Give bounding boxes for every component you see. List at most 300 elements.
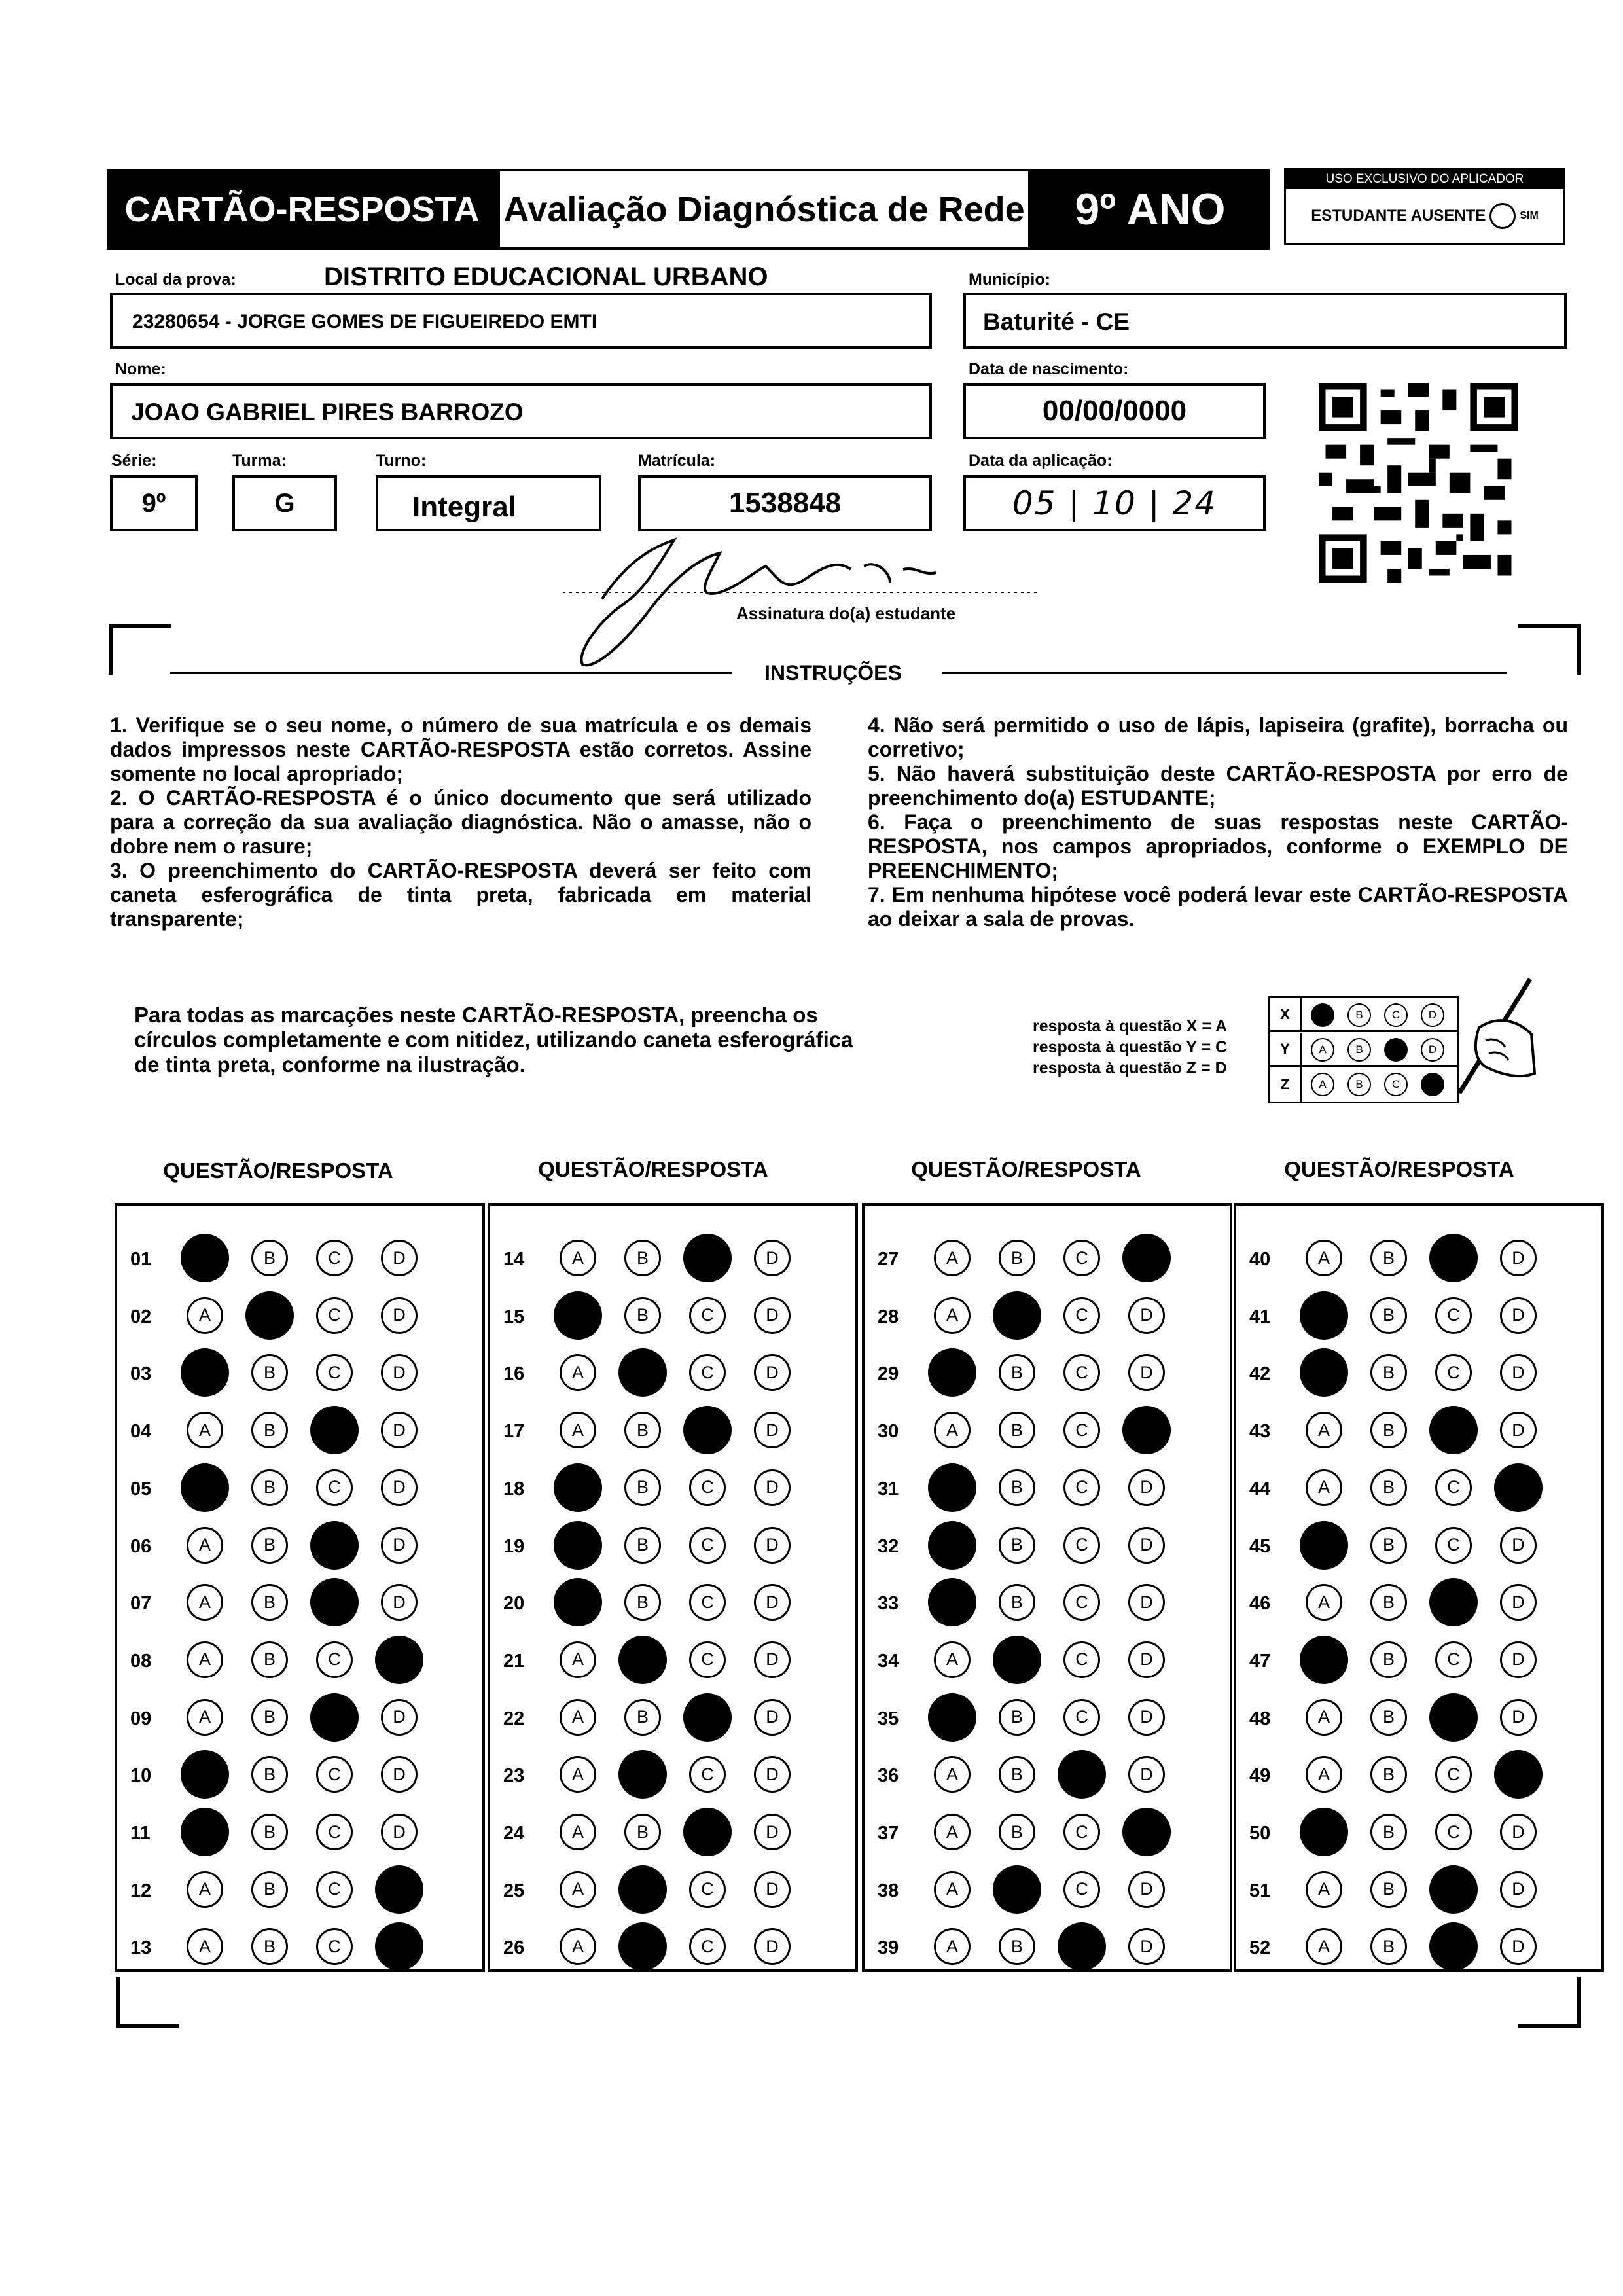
answer-bubble-b[interactable]: B: [999, 1928, 1035, 1965]
answer-row: [490, 1814, 855, 1853]
answer-bubble-a[interactable]: A: [560, 1641, 596, 1678]
answer-bubble-d[interactable]: D: [754, 1584, 791, 1621]
question-number: 20: [503, 1593, 525, 1615]
answer-bubble-a[interactable]: A: [1306, 1871, 1342, 1908]
answer-bubble-a[interactable]: [181, 1808, 229, 1856]
answer-bubble-c[interactable]: [683, 1234, 732, 1282]
answer-bubble-b[interactable]: B: [1370, 1584, 1407, 1621]
answer-bubble-d[interactable]: [375, 1636, 423, 1684]
answer-bubble-b[interactable]: [618, 1348, 667, 1397]
answer-bubble-c[interactable]: C: [689, 1297, 726, 1334]
answer-bubble-c[interactable]: [683, 1406, 732, 1454]
turno-value: Integral: [412, 491, 516, 523]
answer-bubble-b[interactable]: B: [1370, 1814, 1407, 1850]
answer-bubble-d[interactable]: D: [1128, 1756, 1165, 1793]
answer-bubble-d[interactable]: D: [381, 1469, 418, 1506]
answer-bubble-b[interactable]: B: [251, 1814, 288, 1850]
answer-bubble-b[interactable]: B: [1370, 1871, 1407, 1908]
answer-bubble-a[interactable]: [554, 1463, 602, 1512]
answer-bubble-d[interactable]: [1122, 1406, 1171, 1454]
answer-bubble-c[interactable]: [683, 1808, 732, 1856]
answer-bubble-d[interactable]: D: [381, 1412, 418, 1448]
answer-bubble-a[interactable]: A: [187, 1297, 223, 1334]
answer-bubble-a[interactable]: A: [934, 1240, 971, 1276]
answer-bubble-c[interactable]: [310, 1406, 359, 1454]
answer-bubble-d[interactable]: D: [1500, 1699, 1537, 1736]
question-number: 44: [1249, 1478, 1271, 1499]
answer-bubble-a[interactable]: A: [560, 1756, 596, 1793]
answer-bubble-a[interactable]: [928, 1578, 976, 1626]
absent-option-label: SIM: [1520, 210, 1539, 221]
turma-label: Turma:: [232, 452, 287, 470]
answer-bubble-d[interactable]: D: [754, 1297, 791, 1334]
answer-bubble-a[interactable]: A: [560, 1412, 596, 1448]
answer-bubble-b[interactable]: B: [624, 1240, 661, 1276]
answer-bubble-b[interactable]: B: [624, 1527, 661, 1564]
answer-bubble-a[interactable]: A: [187, 1871, 223, 1908]
answer-bubble-c[interactable]: C: [1063, 1412, 1100, 1448]
question-number: 35: [878, 1708, 899, 1729]
answer-bubble-d[interactable]: D: [1500, 1354, 1537, 1391]
answer-bubble-b[interactable]: B: [1370, 1756, 1407, 1793]
answer-bubble-a[interactable]: A: [1306, 1584, 1342, 1621]
example-bubble-a: A: [1311, 1073, 1334, 1096]
answer-row: [490, 1469, 855, 1509]
answer-bubble-d[interactable]: D: [1128, 1871, 1165, 1908]
answer-bubble-a[interactable]: [181, 1234, 229, 1282]
serie-value: 9º: [141, 488, 166, 518]
answer-bubble-c[interactable]: [1429, 1693, 1478, 1742]
answer-row: [1236, 1756, 1601, 1795]
answer-bubble-d[interactable]: D: [381, 1354, 418, 1391]
instruction-1: 1. Verifique se o seu nome, o número de sua matrícula e os demais dados impressos neste CARTÃO-RESPOSTA estão corretos. Assine somente no local apropriado;: [110, 713, 812, 785]
example-bubble-d: D: [1421, 1003, 1444, 1027]
answer-bubble-c[interactable]: [1429, 1234, 1478, 1282]
answer-bubble-c[interactable]: C: [689, 1756, 726, 1793]
answer-bubble-c[interactable]: C: [689, 1354, 726, 1391]
question-number: 28: [878, 1306, 899, 1327]
answer-bubble-c[interactable]: [310, 1693, 359, 1742]
answer-bubble-a[interactable]: A: [560, 1871, 596, 1908]
answer-bubble-d[interactable]: [1494, 1463, 1543, 1512]
answer-bubble-a[interactable]: A: [560, 1928, 596, 1965]
answer-bubble-d[interactable]: D: [381, 1814, 418, 1850]
applicator-box: [1284, 168, 1565, 245]
answer-bubble-c[interactable]: C: [1063, 1297, 1100, 1334]
answer-bubble-d[interactable]: D: [1500, 1871, 1537, 1908]
answer-bubble-a[interactable]: [181, 1750, 229, 1799]
answer-bubble-c[interactable]: C: [689, 1469, 726, 1506]
answer-bubble-d[interactable]: D: [381, 1527, 418, 1564]
answer-bubble-c[interactable]: [1429, 1578, 1478, 1626]
answer-bubble-a[interactable]: A: [1306, 1928, 1342, 1965]
answer-bubble-c[interactable]: C: [316, 1871, 353, 1908]
question-number: 02: [130, 1306, 152, 1327]
answer-bubble-c[interactable]: C: [1063, 1354, 1100, 1391]
answer-bubble-c[interactable]: [310, 1578, 359, 1626]
local-label: Local da prova:: [115, 270, 236, 289]
answer-bubble-a[interactable]: [554, 1521, 602, 1570]
answer-bubble-b[interactable]: B: [1370, 1297, 1407, 1334]
instructions-rule-left: [170, 672, 732, 674]
question-number: 33: [878, 1593, 899, 1615]
answer-row: [865, 1756, 1230, 1795]
answer-bubble-d[interactable]: [375, 1865, 423, 1914]
answer-bubble-a[interactable]: [928, 1693, 976, 1742]
answer-bubble-d[interactable]: D: [1500, 1527, 1537, 1564]
answer-bubble-d[interactable]: D: [1500, 1412, 1537, 1448]
answer-bubble-a[interactable]: [181, 1348, 229, 1397]
answer-bubble-d[interactable]: D: [1500, 1240, 1537, 1276]
answer-bubble-b[interactable]: B: [251, 1871, 288, 1908]
answer-bubble-d[interactable]: [1494, 1750, 1543, 1799]
answer-bubble-c[interactable]: C: [316, 1641, 353, 1678]
answer-row: [865, 1584, 1230, 1623]
answer-bubble-d[interactable]: D: [1128, 1527, 1165, 1564]
answer-bubble-a[interactable]: [554, 1291, 602, 1340]
answer-bubble-a[interactable]: A: [560, 1240, 596, 1276]
answer-bubble-b[interactable]: B: [251, 1699, 288, 1736]
answer-bubble-a[interactable]: A: [187, 1928, 223, 1965]
answer-bubble-c[interactable]: C: [1063, 1871, 1100, 1908]
answer-bubble-a[interactable]: [1300, 1636, 1348, 1684]
answer-bubble-b[interactable]: [993, 1865, 1041, 1914]
question-number: 16: [503, 1363, 525, 1385]
answer-bubble-b[interactable]: B: [1370, 1641, 1407, 1678]
question-number: 25: [503, 1880, 525, 1901]
answer-row: [1236, 1469, 1601, 1509]
answer-bubble-b[interactable]: B: [1370, 1699, 1407, 1736]
answer-bubble-d[interactable]: D: [1500, 1584, 1537, 1621]
answer-bubble-b[interactable]: B: [624, 1699, 661, 1736]
answer-row: [117, 1297, 482, 1336]
answer-row: [117, 1756, 482, 1795]
answer-bubble-b[interactable]: B: [999, 1699, 1035, 1736]
answer-bubble-a[interactable]: [1300, 1291, 1348, 1340]
instruction-4: 4. Não será permitido o uso de lápis, lapiseira (grafite), borracha ou corretivo;: [868, 713, 1568, 761]
answer-bubble-d[interactable]: D: [1128, 1469, 1165, 1506]
answer-bubble-a[interactable]: A: [560, 1699, 596, 1736]
answer-bubble-b[interactable]: [618, 1750, 667, 1799]
answer-bubble-b[interactable]: [993, 1636, 1041, 1684]
answer-bubble-d[interactable]: D: [754, 1699, 791, 1736]
answer-bubble-c[interactable]: [310, 1521, 359, 1570]
answer-bubble-c[interactable]: C: [1063, 1584, 1100, 1621]
pen-hand-icon: [1440, 975, 1538, 1106]
answer-bubble-a[interactable]: A: [187, 1527, 223, 1564]
nascimento-value: 00/00/0000: [1042, 395, 1187, 427]
answer-bubble-a[interactable]: A: [934, 1641, 971, 1678]
answer-bubble-c[interactable]: [683, 1693, 732, 1742]
answer-column-2: [488, 1203, 858, 1972]
answer-bubble-a[interactable]: [181, 1463, 229, 1512]
municipio-field: [963, 293, 1567, 349]
answer-bubble-a[interactable]: [554, 1578, 602, 1626]
answer-row: [490, 1584, 855, 1623]
answer-bubble-a[interactable]: A: [934, 1756, 971, 1793]
answer-bubble-a[interactable]: A: [187, 1584, 223, 1621]
answer-bubble-b[interactable]: B: [251, 1756, 288, 1793]
answer-bubble-b[interactable]: [993, 1291, 1041, 1340]
answer-bubble-b[interactable]: [618, 1922, 667, 1971]
answer-bubble-c[interactable]: C: [1063, 1240, 1100, 1276]
question-number: 30: [878, 1421, 899, 1443]
answer-bubble-d[interactable]: D: [1128, 1297, 1165, 1334]
answer-row: [490, 1412, 855, 1451]
answer-bubble-d[interactable]: D: [754, 1641, 791, 1678]
signature-label: Assinatura do(a) estudante: [736, 603, 956, 623]
answer-bubble-d[interactable]: D: [1128, 1641, 1165, 1678]
question-number: 12: [130, 1880, 152, 1901]
answer-bubble-d[interactable]: D: [754, 1814, 791, 1850]
instructions-rule-right: [942, 672, 1507, 674]
answer-bubble-a[interactable]: A: [934, 1928, 971, 1965]
aplicacao-label: Data da aplicação:: [969, 452, 1113, 470]
answer-bubble-c[interactable]: C: [1435, 1814, 1472, 1850]
answer-bubble-d[interactable]: D: [754, 1412, 791, 1448]
answer-bubble-a[interactable]: A: [187, 1412, 223, 1448]
answer-bubble-b[interactable]: B: [624, 1297, 661, 1334]
answer-bubble-a[interactable]: [1300, 1348, 1348, 1397]
answer-bubble-c[interactable]: [1058, 1922, 1106, 1971]
answer-bubble-d[interactable]: D: [1500, 1641, 1537, 1678]
corner-mark-br: [1518, 1977, 1581, 2028]
answer-bubble-b[interactable]: B: [1370, 1412, 1407, 1448]
answer-bubble-a[interactable]: A: [560, 1354, 596, 1391]
answer-bubble-d[interactable]: D: [754, 1928, 791, 1965]
answer-bubble-a[interactable]: [928, 1348, 976, 1397]
answer-bubble-b[interactable]: B: [999, 1584, 1035, 1621]
answer-bubble-b[interactable]: [618, 1865, 667, 1914]
answer-bubble-c[interactable]: [1058, 1750, 1106, 1799]
answer-bubble-c[interactable]: C: [689, 1584, 726, 1621]
answer-bubble-c[interactable]: C: [1063, 1814, 1100, 1850]
answer-bubble-b[interactable]: B: [251, 1469, 288, 1506]
absent-label: ESTUDANTE AUSENTE: [1311, 207, 1486, 224]
answer-bubble-d[interactable]: D: [1128, 1699, 1165, 1736]
answer-bubble-c[interactable]: C: [1063, 1641, 1100, 1678]
answer-bubble-a[interactable]: [1300, 1808, 1348, 1856]
answer-bubble-c[interactable]: C: [316, 1240, 353, 1276]
question-number: 08: [130, 1650, 152, 1672]
answer-bubble-c[interactable]: C: [1063, 1469, 1100, 1506]
answer-bubble-a[interactable]: A: [1306, 1699, 1342, 1736]
answer-row: [865, 1527, 1230, 1566]
answer-bubble-b[interactable]: B: [251, 1240, 288, 1276]
answer-bubble-d[interactable]: D: [1500, 1814, 1537, 1850]
answer-bubble-d[interactable]: D: [754, 1240, 791, 1276]
card-title: CARTÃO-RESPOSTA: [124, 190, 480, 229]
question-number: 38: [878, 1880, 899, 1901]
answer-bubble-c[interactable]: C: [689, 1527, 726, 1564]
question-number: 18: [503, 1478, 525, 1499]
answer-row: [117, 1871, 482, 1910]
answer-bubble-c[interactable]: [1429, 1865, 1478, 1914]
answer-bubble-a[interactable]: A: [1306, 1756, 1342, 1793]
answer-bubble-d[interactable]: [375, 1922, 423, 1971]
answer-bubble-b[interactable]: B: [1370, 1240, 1407, 1276]
instructions-left: [110, 713, 812, 931]
answer-bubble-d[interactable]: [1122, 1808, 1171, 1856]
question-number: 15: [503, 1306, 525, 1327]
answer-bubble-b[interactable]: B: [1370, 1469, 1407, 1506]
answer-bubble-b[interactable]: B: [999, 1814, 1035, 1850]
answer-bubble-b[interactable]: B: [251, 1527, 288, 1564]
answer-bubble-c[interactable]: C: [316, 1354, 353, 1391]
answer-bubble-d[interactable]: D: [754, 1354, 791, 1391]
answer-bubble-b[interactable]: B: [624, 1814, 661, 1850]
answer-bubble-d[interactable]: D: [754, 1756, 791, 1793]
answer-bubble-b[interactable]: [618, 1636, 667, 1684]
instructions-title: INSTRUÇÕES: [764, 661, 902, 685]
answer-bubble-c[interactable]: C: [1435, 1469, 1472, 1506]
answer-bubble-a[interactable]: A: [934, 1297, 971, 1334]
answer-bubble-c[interactable]: C: [1435, 1641, 1472, 1678]
answer-bubble-c[interactable]: C: [316, 1756, 353, 1793]
corner-mark-tr: [1518, 624, 1581, 675]
answer-bubble-b[interactable]: B: [999, 1354, 1035, 1391]
answer-bubble-c[interactable]: C: [316, 1814, 353, 1850]
applicator-header: [1286, 170, 1563, 189]
answer-bubble-d[interactable]: D: [381, 1240, 418, 1276]
answer-bubble-b[interactable]: B: [999, 1412, 1035, 1448]
answer-bubble-b[interactable]: B: [1370, 1928, 1407, 1965]
answer-bubble-c[interactable]: C: [689, 1641, 726, 1678]
answer-row: [865, 1699, 1230, 1738]
municipio-label: Município:: [969, 270, 1050, 289]
question-number: 10: [130, 1765, 152, 1787]
nome-field: [110, 383, 932, 439]
aplicacao-value: 05 | 10 | 24: [1012, 484, 1217, 522]
answer-bubble-c[interactable]: C: [1063, 1699, 1100, 1736]
question-number: 50: [1249, 1823, 1271, 1844]
answer-bubble-b[interactable]: B: [999, 1756, 1035, 1793]
answer-row: [1236, 1928, 1601, 1967]
answer-bubble-b[interactable]: B: [624, 1412, 661, 1448]
answer-column-1: [115, 1203, 485, 1972]
answer-bubble-a[interactable]: [928, 1463, 976, 1512]
question-number: 26: [503, 1937, 525, 1959]
answer-bubble-d[interactable]: D: [1500, 1297, 1537, 1334]
example-bubble-a: A: [1311, 1038, 1334, 1062]
answer-bubble-c[interactable]: [1429, 1922, 1478, 1971]
answer-bubble-d[interactable]: D: [1128, 1584, 1165, 1621]
answer-row: [1236, 1412, 1601, 1451]
answer-bubble-d[interactable]: D: [381, 1297, 418, 1334]
answer-bubble-d[interactable]: D: [1128, 1928, 1165, 1965]
instructions-right: [868, 713, 1568, 931]
answer-bubble-a[interactable]: A: [934, 1871, 971, 1908]
column-title-1: QUESTÃO/RESPOSTA: [163, 1158, 393, 1183]
answer-bubble-b[interactable]: [245, 1291, 294, 1340]
answer-bubble-b[interactable]: B: [1370, 1527, 1407, 1564]
column-title-3: QUESTÃO/RESPOSTA: [911, 1157, 1141, 1181]
answer-bubble-d[interactable]: D: [754, 1527, 791, 1564]
answer-bubble-d[interactable]: D: [381, 1699, 418, 1736]
answer-bubble-c[interactable]: C: [1435, 1297, 1472, 1334]
question-number: 42: [1249, 1363, 1271, 1385]
answer-bubble-a[interactable]: A: [187, 1641, 223, 1678]
answer-bubble-c[interactable]: C: [1063, 1527, 1100, 1564]
answer-bubble-b[interactable]: B: [251, 1584, 288, 1621]
answer-bubble-c[interactable]: C: [1435, 1527, 1472, 1564]
answer-bubble-d[interactable]: [1122, 1234, 1171, 1282]
question-number: 17: [503, 1421, 525, 1443]
answer-row: [865, 1871, 1230, 1910]
question-number: 47: [1249, 1650, 1271, 1672]
legend-x: resposta à questão X = A: [1033, 1017, 1228, 1035]
answer-bubble-b[interactable]: B: [999, 1469, 1035, 1506]
answer-bubble-b[interactable]: B: [251, 1641, 288, 1678]
answer-row: [490, 1527, 855, 1566]
answer-row: [1236, 1871, 1601, 1910]
question-number: 41: [1249, 1306, 1271, 1327]
answer-row: [865, 1354, 1230, 1393]
answer-bubble-a[interactable]: A: [934, 1814, 971, 1850]
answer-row: [490, 1928, 855, 1967]
turma-value: G: [274, 488, 295, 518]
answer-column-3: [862, 1203, 1232, 1972]
nome-label: Nome:: [115, 360, 166, 378]
answer-bubble-c[interactable]: C: [689, 1871, 726, 1908]
answer-bubble-d[interactable]: D: [754, 1469, 791, 1506]
question-number: 52: [1249, 1937, 1271, 1959]
answer-row: [1236, 1814, 1601, 1853]
question-number: 51: [1249, 1880, 1271, 1901]
instruction-6: 6. Faça o preenchimento de suas respostas neste CARTÃO-RESPOSTA, nos campos apropriados, conforme o EXEMPLO DE PREENCHIMENTO;: [868, 810, 1568, 882]
answer-bubble-a[interactable]: A: [1306, 1240, 1342, 1276]
absent-checkbox[interactable]: [1489, 203, 1516, 229]
answer-bubble-a[interactable]: [928, 1521, 976, 1570]
answer-bubble-b[interactable]: B: [999, 1527, 1035, 1564]
answer-bubble-c[interactable]: C: [1435, 1756, 1472, 1793]
answer-bubble-b[interactable]: B: [251, 1412, 288, 1448]
answer-bubble-b[interactable]: B: [251, 1354, 288, 1391]
answer-bubble-d[interactable]: D: [754, 1871, 791, 1908]
answer-bubble-a[interactable]: A: [934, 1412, 971, 1448]
instruction-7: 7. Em nenhuma hipótese você poderá levar este CARTÃO-RESPOSTA ao deixar a sala de provas.: [868, 883, 1568, 931]
answer-bubble-a[interactable]: A: [560, 1814, 596, 1850]
answer-bubble-b[interactable]: B: [999, 1240, 1035, 1276]
answer-bubble-b[interactable]: B: [624, 1469, 661, 1506]
answer-bubble-c[interactable]: C: [316, 1297, 353, 1334]
answer-bubble-d[interactable]: D: [1500, 1928, 1537, 1965]
answer-bubble-c[interactable]: C: [689, 1928, 726, 1965]
answer-bubble-d[interactable]: D: [1128, 1354, 1165, 1391]
answer-column-4: [1234, 1203, 1604, 1972]
answer-bubble-c[interactable]: C: [1435, 1354, 1472, 1391]
answer-bubble-a[interactable]: A: [1306, 1469, 1342, 1506]
example-bubble-d: D: [1421, 1038, 1444, 1062]
turma-field: [232, 475, 337, 531]
answer-bubble-a[interactable]: A: [187, 1699, 223, 1736]
answer-row: [117, 1814, 482, 1853]
question-number: 03: [130, 1363, 152, 1385]
answer-bubble-b[interactable]: B: [624, 1584, 661, 1621]
answer-row: [1236, 1641, 1601, 1681]
corner-mark-bl: [116, 1977, 179, 2028]
answer-bubble-b[interactable]: B: [251, 1928, 288, 1965]
answer-bubble-c[interactable]: C: [316, 1469, 353, 1506]
answer-bubble-a[interactable]: [1300, 1521, 1348, 1570]
answer-bubble-c[interactable]: C: [316, 1928, 353, 1965]
answer-bubble-d[interactable]: D: [381, 1756, 418, 1793]
answer-bubble-c[interactable]: [1429, 1406, 1478, 1454]
answer-bubble-b[interactable]: B: [1370, 1354, 1407, 1391]
answer-row: [117, 1469, 482, 1509]
answer-bubble-a[interactable]: A: [1306, 1412, 1342, 1448]
answer-bubble-d[interactable]: D: [381, 1584, 418, 1621]
